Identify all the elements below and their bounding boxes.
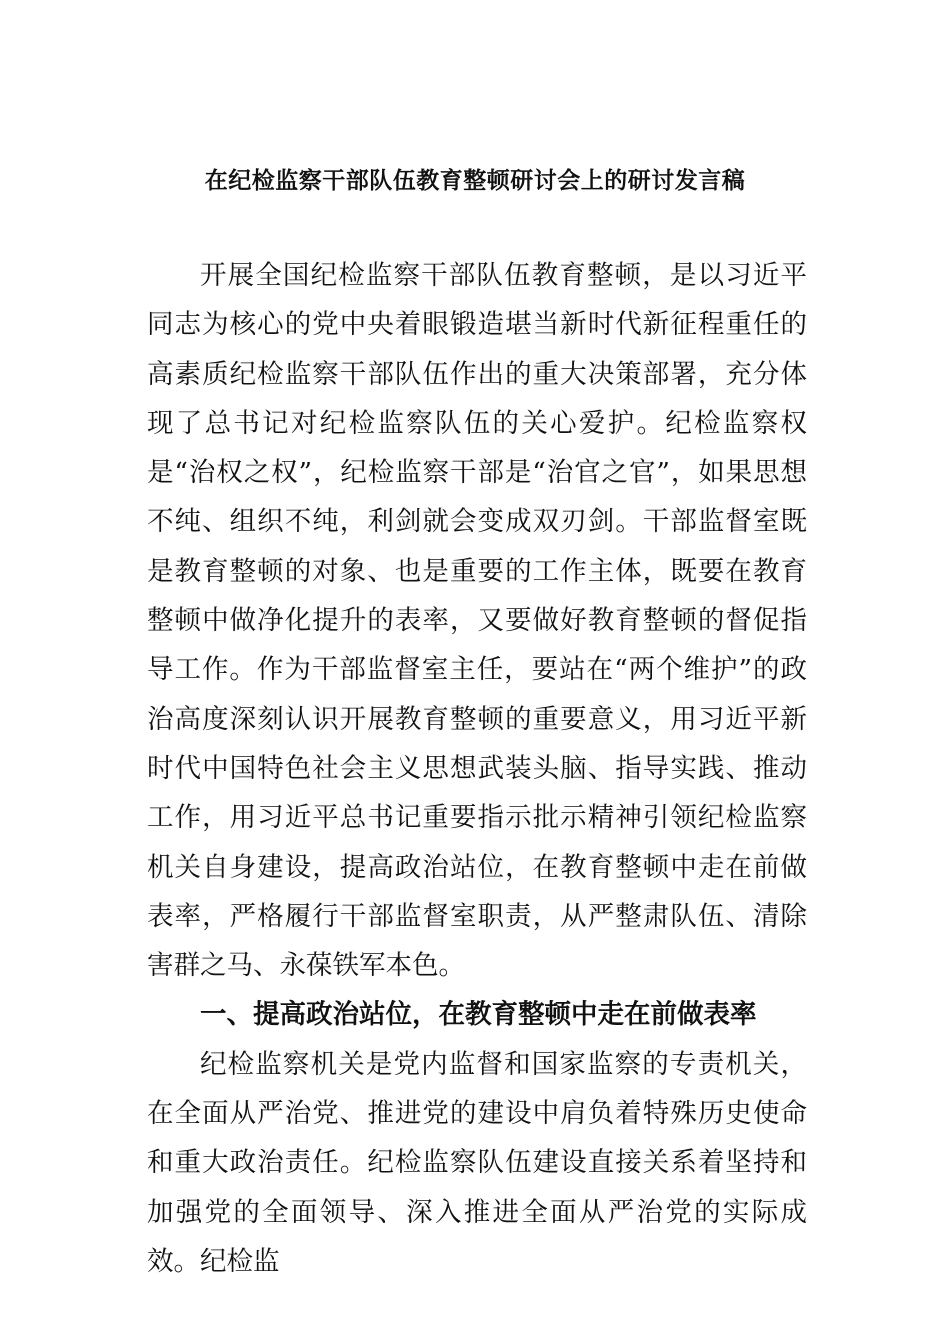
paragraph-section-1: 纪检监察机关是党内监督和国家监察的专责机关，在全面从严治党、推进党的建设中肩负着特殊历史使命和重大政治责任。纪检监察队伍建设直接关系着坚持和加强党的全面领导、深入推进全面从严治党的实际成效。纪检监	[147, 1048, 807, 1277]
document-title: 在纪检监察干部队伍教育整顿研讨会上的研讨发言稿	[204, 167, 746, 194]
section-heading-1: 一、提高政治站位，在教育整顿中走在前做表率	[200, 999, 757, 1031]
paragraph-intro: 开展全国纪检监察干部队伍教育整顿，是以习近平同志为核心的党中央着眼锻造堪当新时代新征程重任的高素质纪检监察干部队伍作出的重大决策部署，充分体现了总书记对纪检监察队伍的关心爱护。纪检监察权是“治权之权”，纪检监察干部是“治官之官”，如果思想不纯、组织不纯，利剑就会变成双刃剑。干部监督室既是教育整顿的对象、也是重要的工作主体，既要在教育整顿中做净化提升的表率，又要做好教育整顿的督促指导工作。作为干部监督室主任，要站在“两个维护”的政治高度深刻认识开展教育整顿的重要意义，用习近平新时代中国特色社会主义思想武装头脑、指导实践、推动工作，用习近平总书记重要指示批示精神引领纪检监察机关自身建设，提高政治站位，在教育整顿中走在前做表率，严格履行干部监督室职责，从严整肃队伍、清除害群之马、永葆铁军本色。	[147, 260, 807, 982]
document-body	[147, 251, 807, 1286]
